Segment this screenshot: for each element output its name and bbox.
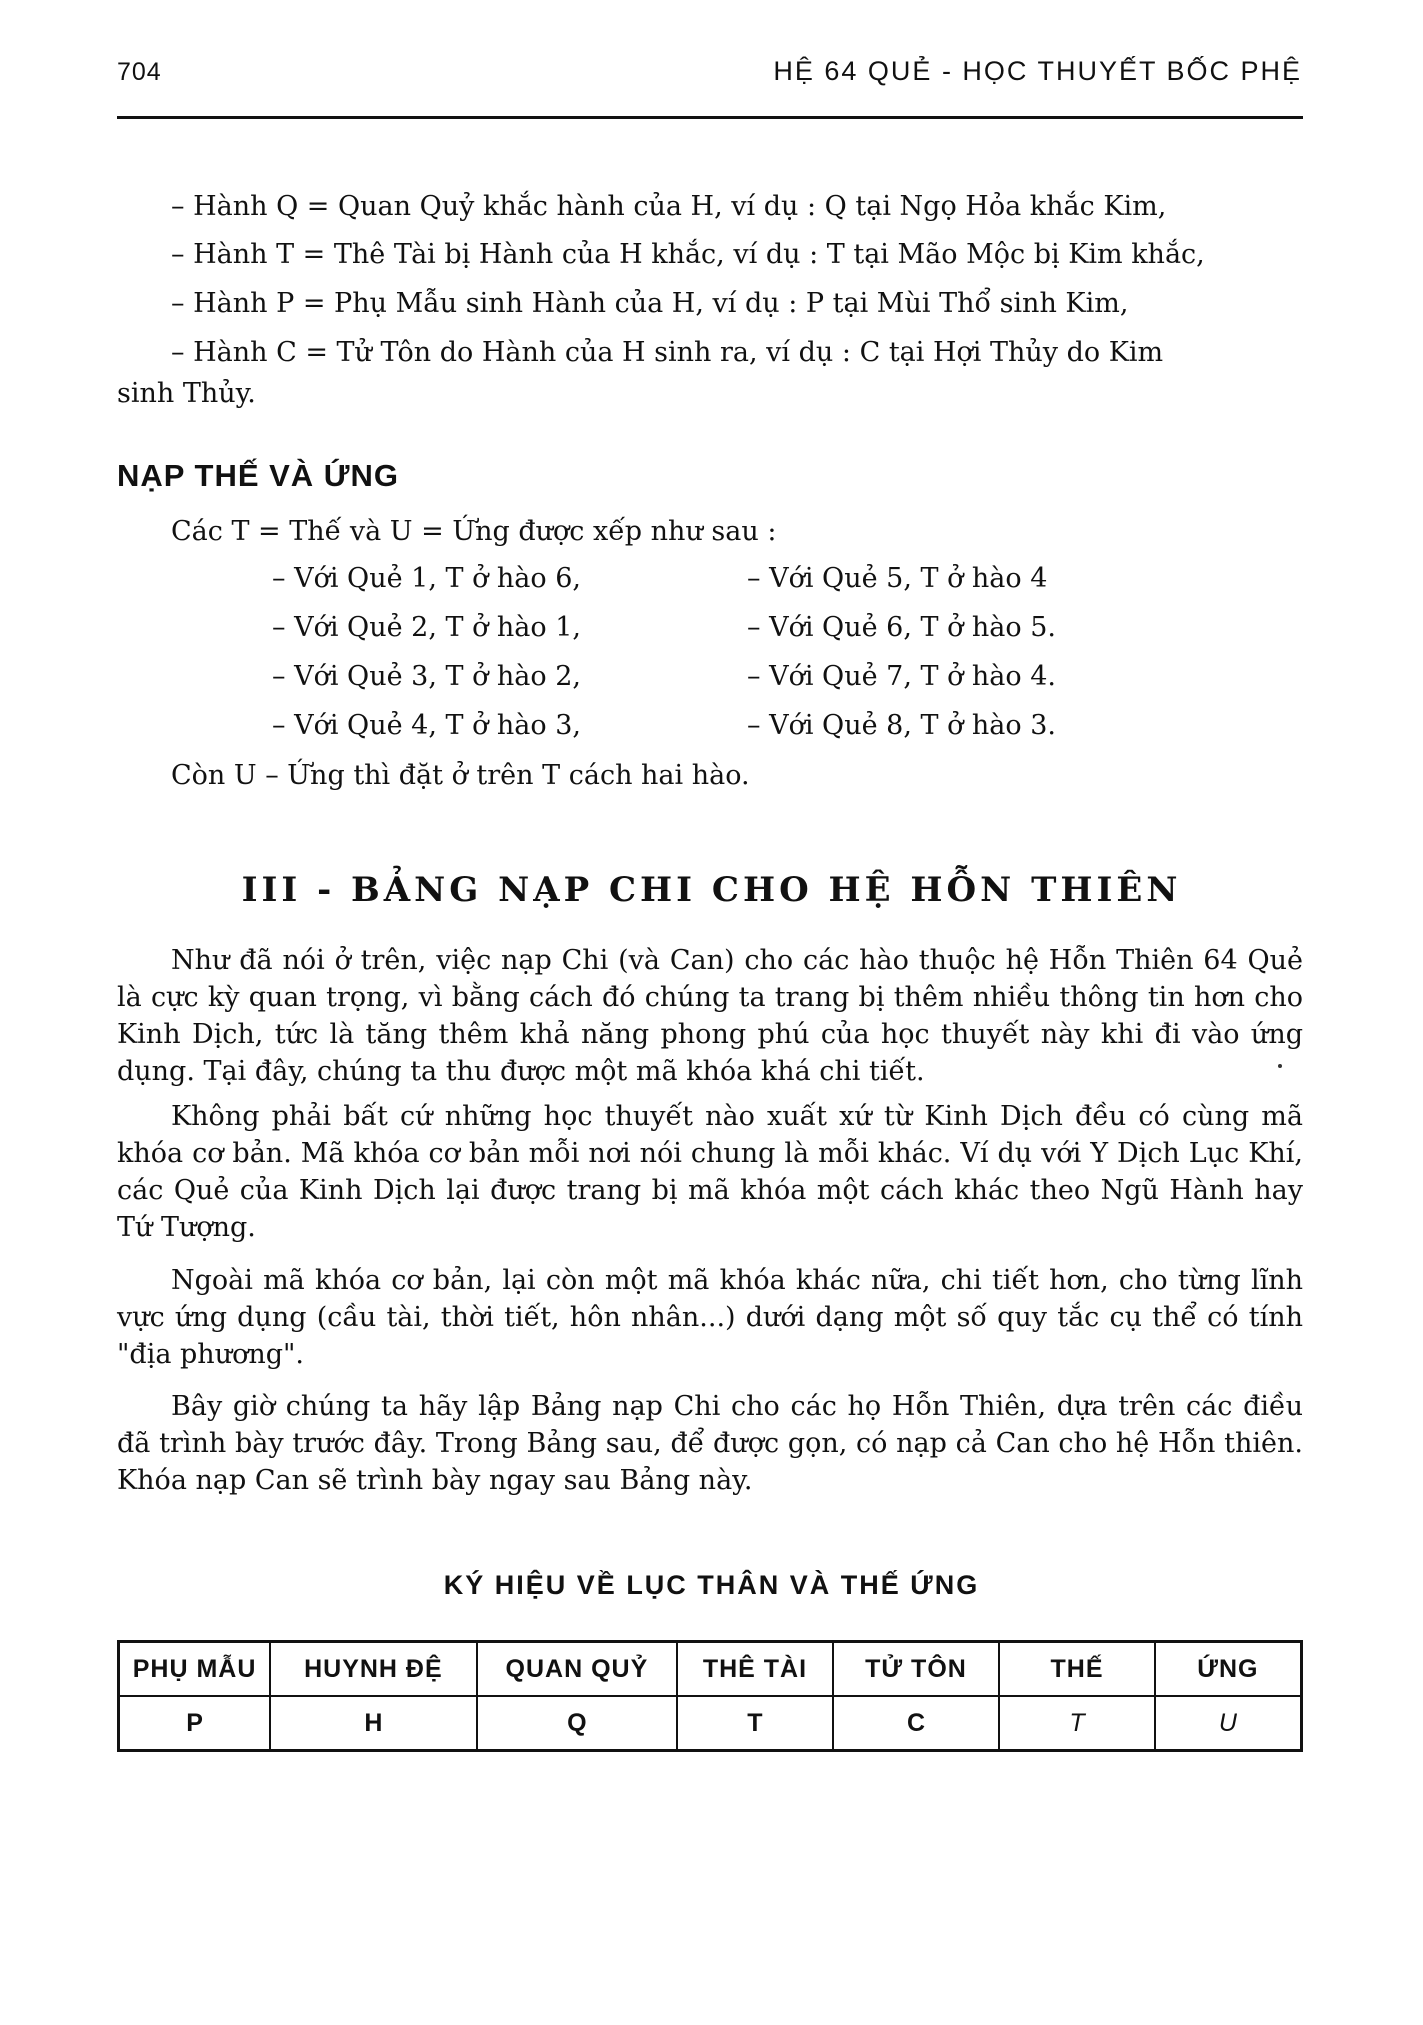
definition-line-q: – Hành Q = Quan Quỷ khắc hành của H, ví dụ : Q tại Ngọ Hỏa khắc Kim, [171, 191, 1167, 222]
section-heading: III - BẢNG NẠP CHI CHO HỆ HỖN THIÊN [241, 870, 1182, 910]
the-position-item: – Với Quẻ 4, T ở hào 3, [272, 710, 581, 741]
table-header-cell: TỬ TÔN [833, 1642, 1000, 1697]
table-header-cell: HUYNH ĐỆ [270, 1642, 477, 1697]
table-header-cell: ỨNG [1155, 1642, 1302, 1697]
the-position-item: – Với Quẻ 3, T ở hào 2, [272, 661, 581, 692]
the-position-item: – Với Quẻ 8, T ở hào 3. [747, 710, 1056, 741]
table-title: KÝ HIỆU VỀ LỤC THÂN VÀ THẾ ỨNG [443, 1570, 980, 1600]
the-position-item: – Với Quẻ 6, T ở hào 5. [747, 612, 1056, 643]
the-position-list-right [747, 563, 1056, 759]
header-rule [117, 116, 1303, 119]
the-position-item: – Với Quẻ 5, T ở hào 4 [747, 563, 1048, 594]
table-cell: H [270, 1696, 477, 1751]
table-cell: C [833, 1696, 1000, 1751]
the-position-item: – Với Quẻ 2, T ở hào 1, [272, 612, 581, 643]
the-position-list-left [272, 563, 581, 759]
definition-line-c: – Hành C = Tử Tôn do Hành của H sinh ra, ví dụ : C tại Hợi Thủy do Kim [171, 337, 1164, 368]
body-paragraph: Không phải bất cứ những học thuyết nào xuất xứ từ Kinh Dịch đều có cùng mã khóa cơ bản. Mã khóa cơ bản mỗi nơi nói chung là mỗi khác. Ví dụ với Y Dịch Lục Khí, các Quẻ của Kinh Dịch lại được trang bị mã khóa một cách khác theo Ngũ Hành hay Tứ Tượng. [117, 1101, 1303, 1243]
the-position-item: – Với Quẻ 7, T ở hào 4. [747, 661, 1056, 692]
print-speck [1278, 1064, 1282, 1068]
body-paragraph: Như đã nói ở trên, việc nạp Chi (và Can) cho các hào thuộc hệ Hỗn Thiên 64 Quẻ là cực kỳ quan trọng, vì bằng cách đó chúng ta trang bị thêm nhiều thông tin hơn cho Kinh Dịch, tức là tăng thêm khả năng phong phú của học thuyết này khi đi vào ứng dụng. Tại đây, chúng ta thu được một mã khóa khá chi tiết. [117, 945, 1303, 1087]
table-header-cell: PHỤ MẪU [119, 1642, 271, 1697]
table-header-row [119, 1642, 1302, 1697]
the-position-item: – Với Quẻ 1, T ở hào 6, [272, 563, 581, 594]
table-header-cell: QUAN QUỶ [477, 1642, 677, 1697]
table-cell: U [1155, 1696, 1302, 1751]
body-paragraph: Bây giờ chúng ta hãy lập Bảng nạp Chi cho các họ Hỗn Thiên, dựa trên các điều đã trình bày trước đây. Trong Bảng sau, để được gọn, có nạp cả Can cho hệ Hỗn thiên. Khóa nạp Can sẽ trình bày ngay sau Bảng này. [117, 1391, 1303, 1496]
table-cell: P [119, 1696, 271, 1751]
table-cell: T [677, 1696, 833, 1751]
definition-line-p: – Hành P = Phụ Mẫu sinh Hành của H, ví dụ : P tại Mùi Thổ sinh Kim, [171, 288, 1129, 319]
page-number: 704 [117, 58, 162, 86]
table-cell: Q [477, 1696, 677, 1751]
table-row [119, 1696, 1302, 1751]
body-paragraph: Ngoài mã khóa cơ bản, lại còn một mã khóa khác nữa, chi tiết hơn, cho từng lĩnh vực ứng dụng (cầu tài, thời tiết, hôn nhân...) dưới dạng một số quy tắc cụ thể có tính "địa phương". [117, 1265, 1303, 1370]
nap-the-heading: NẠP THẾ VÀ ỨNG [117, 458, 400, 493]
symbol-table [117, 1640, 1303, 1752]
nap-the-intro: Các T = Thế và U = Ứng được xếp như sau : [171, 516, 777, 547]
definition-line-c-continued: sinh Thủy. [117, 378, 256, 409]
table-header-cell: THÊ TÀI [677, 1642, 833, 1697]
nap-the-outro: Còn U – Ứng thì đặt ở trên T cách hai hào. [171, 760, 750, 791]
table-cell: T [999, 1696, 1155, 1751]
table-header-cell: THẾ [999, 1642, 1155, 1697]
running-title: HỆ 64 QUẺ - HỌC THUYẾT BỐC PHỆ [773, 56, 1302, 86]
definition-line-t: – Hành T = Thê Tài bị Hành của H khắc, ví dụ : T tại Mão Mộc bị Kim khắc, [171, 239, 1205, 270]
